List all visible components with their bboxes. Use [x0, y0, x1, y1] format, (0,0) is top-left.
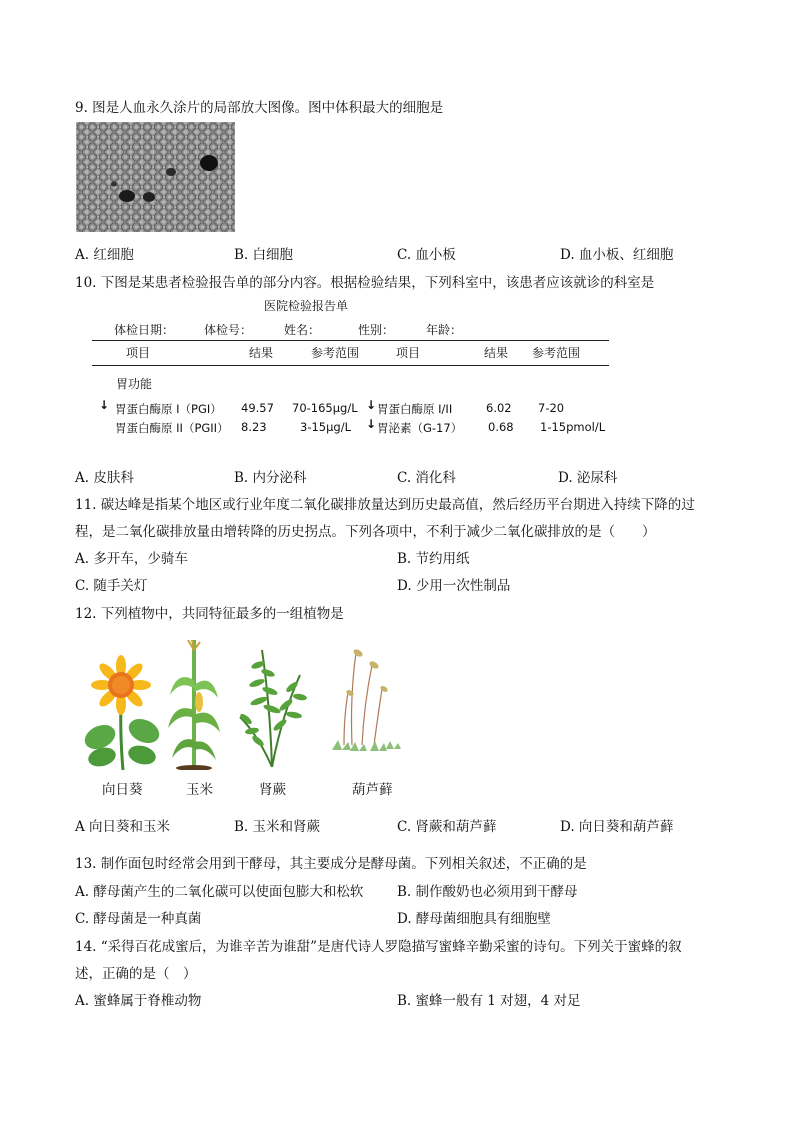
report-row2-range1: 3-15μg/L: [300, 420, 351, 434]
plant-label-fern: 肾蕨: [259, 782, 286, 798]
q10-option-a: A. 皮肤科: [75, 470, 134, 486]
plant-label-moss: 葫芦藓: [352, 782, 393, 798]
q14-stem-line1: 14. “采得百花成蜜后，为谁辛苦为谁甜”是唐代诗人罗隐描写蜜蜂辛勤采蜜的诗句。下列关于蜜蜂的叙: [75, 939, 682, 955]
q11-option-a: A. 多开车，少骑车: [75, 551, 188, 567]
moss-image: [322, 645, 407, 763]
report-field-name: 姓名：: [284, 323, 321, 337]
report-row2-range2: 1-15pmol/L: [540, 420, 606, 434]
q12-option-b: B. 玉米和肾蕨: [234, 819, 321, 835]
corn-image: [168, 640, 220, 770]
q13-option-c: C. 酵母菌是一种真菌: [75, 911, 202, 927]
q11-stem-line1: 11. 碳达峰是指某个地区或行业年度二氧化碳排放量达到历史最高值，然后经历平台期进入持续下降的过: [75, 497, 695, 513]
report-header-result-2: 结果: [484, 346, 509, 360]
report-field-id: 体检号：: [204, 323, 253, 337]
q12-option-a: A 向日葵和玉米: [75, 819, 171, 835]
q11-option-c: C. 随手关灯: [75, 578, 148, 594]
q12-option-d: D. 向日葵和葫芦藓: [560, 819, 674, 835]
report-header-result-1: 结果: [249, 346, 274, 360]
report-rule-header: [92, 365, 609, 366]
plant-label-sunflower: 向日葵: [102, 782, 143, 798]
sunflower-image: [80, 655, 162, 770]
q14-option-b: B. 蜜蜂一般有 1 对翅，4 对足: [397, 993, 581, 1009]
report-row2-result2: 0.68: [488, 420, 514, 434]
q14-option-a: A. 蜜蜂属于脊椎动物: [75, 993, 202, 1009]
q10-option-d: D. 泌尿科: [558, 470, 618, 486]
down-arrow-icon: ↓: [99, 398, 110, 412]
down-arrow-icon: ↓: [366, 398, 377, 412]
report-row1-item1: 胃蛋白酶原 I（PGI）: [115, 402, 222, 416]
report-header-item-2: 项目: [396, 346, 421, 360]
report-header-range-1: 参考范围: [311, 346, 360, 360]
q14-stem-line2: 述，正确的是（ ）: [75, 966, 197, 982]
q9-option-b: B. 白细胞: [234, 247, 294, 263]
report-header-range-2: 参考范围: [532, 346, 581, 360]
report-rule-top: [92, 340, 609, 341]
q9-option-c: C. 血小板: [397, 247, 456, 263]
report-field-date: 体检日期：: [114, 323, 175, 337]
q10-stem: 10. 下图是某患者检验报告单的部分内容。根据检验结果，下列科室中，该患者应该就诊的科室是: [75, 275, 655, 291]
plant-label-corn: 玉米: [186, 782, 213, 798]
q10-option-b: B. 内分泌科: [234, 470, 307, 486]
report-row1-range1: 70-165μg/L: [292, 401, 358, 415]
q13-option-d: D. 酵母菌细胞具有细胞壁: [397, 911, 551, 927]
report-row2-result1: 8.23: [241, 420, 267, 434]
report-row1-result2: 6.02: [486, 401, 512, 415]
q11-option-d: D. 少用一次性制品: [397, 578, 511, 594]
q10-option-c: C. 消化科: [397, 470, 456, 486]
q13-option-b: B. 制作酸奶也必须用到干酵母: [397, 884, 578, 900]
q13-stem: 13. 制作面包时经常会用到干酵母，其主要成分是酵母菌。下列相关叙述，不正确的是: [75, 856, 587, 872]
q11-option-b: B. 节约用纸: [397, 551, 470, 567]
report-row2-item1: 胃蛋白酶原 II（PGII）: [115, 421, 229, 435]
q12-option-c: C. 肾蕨和葫芦藓: [397, 819, 497, 835]
report-row1-result1: 49.57: [241, 401, 274, 415]
report-section: 胃功能: [116, 377, 153, 391]
report-field-age: 年龄：: [426, 323, 463, 337]
q9-option-d: D. 血小板、红细胞: [560, 247, 674, 263]
report-row2-item2: 胃泌素（G-17）: [377, 421, 463, 435]
down-arrow-icon: ↓: [366, 417, 377, 431]
q11-stem-line2: 程，是二氧化碳排放量由增转降的历史拐点。下列各项中，不利于减少二氧化碳排放的是（ ）: [75, 524, 656, 540]
blood-smear-image: [76, 122, 235, 232]
report-row1-range2: 7-20: [538, 401, 565, 415]
q9-stem: 9. 图是人血永久涂片的局部放大图像。图中体积最大的细胞是: [75, 100, 444, 116]
q13-option-a: A. 酵母菌产生的二氧化碳可以使面包膨大和松软: [75, 884, 364, 900]
report-header-item-1: 项目: [126, 346, 151, 360]
q12-stem: 12. 下列植物中，共同特征最多的一组植物是: [75, 606, 344, 622]
fern-image: [232, 645, 312, 767]
q9-option-a: A. 红细胞: [75, 247, 134, 263]
report-row1-item2: 胃蛋白酶原 I/II: [377, 402, 453, 416]
report-title: 医院检验报告单: [264, 299, 349, 313]
report-field-sex: 性别：: [358, 323, 395, 337]
